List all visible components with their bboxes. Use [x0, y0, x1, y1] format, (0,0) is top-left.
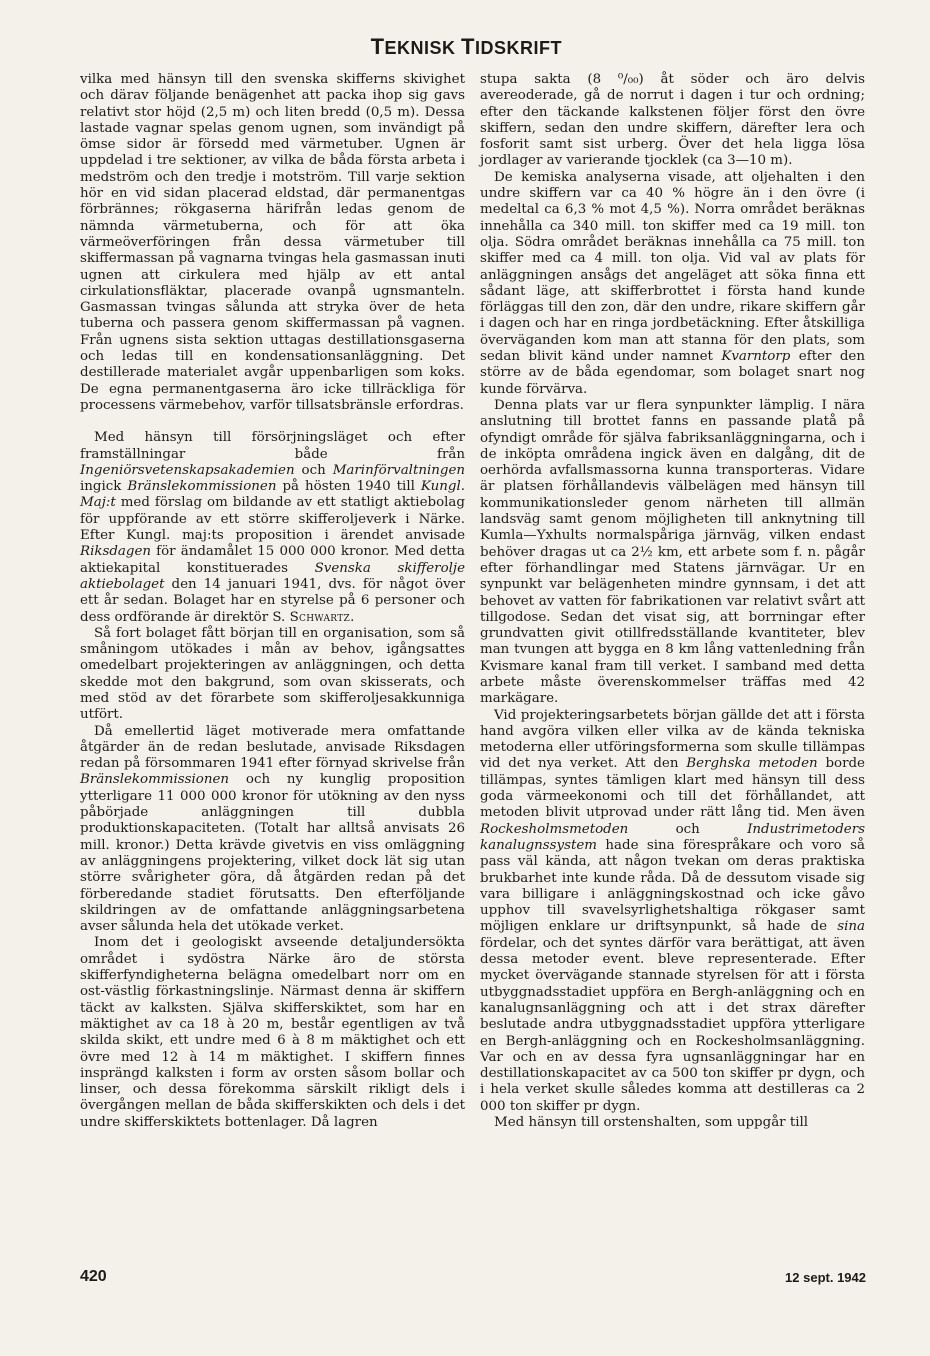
paragraph: De kemiska analyserna visade, att oljehalten i den undre skiffern var ca 40 % högre än i den övre (i medeltal ca 6,3 % mot 4,5 %). Norra området beräknas innehålla ca 340 mill. ton skiffer med ca 19 mill. ton olja. Södra området beräknas innehålla ca 75 mill. ton skiffer med ca 4 mill. ton olja. Vid val av plats för anläggningen ansågs det angeläget att söka finna ett sådant läge, att skifferbrottet i första hand kunde förläggas till den zon, där den undre, rikare skiffern går i dagen och har en ringa jordbetäckning. Efter åtskilliga överväganden kom man att stanna för den plats, som sedan blivit känd under namnet Kvarntorp efter den större av de båda egendomar, som bolaget snart nog kunde förvärva. — [480, 169, 865, 397]
paragraph: vilka med hänsyn till den svenska skifferns skivighet och därav följande benägenhet att packa ihop sig gavs relativt stor höjd (2,5 m) och liten bredd (0,5 m). Dessa lastade vagnar spelas genom ugnen, som invändigt på ömse sidor är försedd med värmetuber. Ugnen är uppdelad i tre sektioner, av vilka de båda första arbeta i medström och den tredje i motström. Till varje sektion hör en vid sidan placerad eldstad, där permanentgas förbrännes; rökgaserna härifrån ledas genom de nämnda värmetuberna, och för att öka värmeöverföringen från dessa värmetuber till skiffermassan på vagnarna tvingas hela gasmassan inuti ugnen att cirkulera med hjälp av ett antal cirkulationsfläktar, placerade ovanpå ugnsmanteln. Gasmassan tvingas sålunda att stryka över de heta tuberna och passera genom skiffermassan på vagnen. Från ugnens sista sektion uttagas destillationsgaserna och ledas till en kondensationsanläggning. Det destillerade materialet avgår uppenbarligen som koks. De egna permanentgaserna äro icke tillräckliga för processens värmebehov, varför tillsatsbränsle erfordras. — [80, 72, 465, 413]
left-column — [80, 72, 465, 1131]
journal-initial-1: T — [370, 34, 385, 59]
journal-initial-2: T — [461, 34, 475, 59]
paragraph: Vid projekteringsarbetets början gällde det att i första hand avgöra vilken eller vilka av de kända tekniska metoderna eller utföringsformerna som skulle tillämpas vid det nya verket. Att den Berghska metoden borde tillämpas, syntes tämligen klart med hänsyn till dess goda värmeekonomi och till det förhållandet, att metoden blivit utprovad under rätt lång tid. Men även Rockesholmsmetoden och Industrimetoders kanalugnssystem hade sina förespråkare och voro så pass väl kända, att någon tvekan om deras praktiska brukbarhet inte kunde råda. Då de dessutom visade sig vara billigare i anläggningskostnad och icke gåvo upphov till svavelsyrlighetshaltiga rökgaser samt möjligen enklare ur driftsynpunkt, så hade de sina fördelar, och det syntes därför vara berättigat, att även dessa metoder event. bleve representerade. Efter mycket övervägande stannade styrelsen för att i första utbyggnadsstadiet uppföra en Bergh-anläggning och en kanalugnsanläggning och att i det strax därefter beslutade andra utbyggnadsstadiet uppföra ytterligare en Bergh-anläggning och en Rockesholmsanläggning. Var och en av dessa fyra ugnsanläggningar har en destillationskapacitet av ca 500 ton skiffer pr dygn, och i hela verket skulle således komma att destilleras ca 2 000 ton skiffer pr dygn. — [480, 707, 865, 1114]
paragraph: stupa sakta (8 ⁰/₀₀) åt söder och äro delvis avereoderade, gå de norrut i dagen i tur och ordning; efter den täckande kalkstenen följer först den övre skiffern, sedan den undre skiffern, därefter lera och fosforit samt sist urberg. Över det hela ligga lösa jordlager av varierande tjocklek (ca 3—10 m). — [480, 72, 865, 169]
paragraph: Så fort bolaget fått början till en organisation, som så småningom utökades i mån av behov, igångsattes omedelbart projekteringen av anläggningen, och detta skedde mot den bakgrund, som ovan skisserats, och med stöd av det förarbete som skifferoljesakkunniga utfört. — [80, 625, 465, 723]
page-number: 420 — [80, 1268, 107, 1285]
paragraph: Inom det i geologiskt avseende detaljundersökta området i sydöstra Närke äro de största skifferfyndigheterna belägna omedelbart norr om en ost-västlig förkastningslinje. Närmast denna är skiffern täckt av kalksten. Själva skifferskiktet, som har en mäktighet av ca 18 à 20 m, består egentligen av två skilda skikt, ett undre med 6 à 8 m mäktighet och ett övre med 12 à 14 m mäktighet. I skiffern finnes insprängd kalksten i form av orsten såsom bollar och linser, och dessa förekomma särskilt rikligt dels i övergången mellan de båda skifferskikten och dels i det undre skifferskiktets bottenlager. Då lagren — [80, 935, 465, 1130]
journal-title — [232, 34, 562, 60]
journal-word-2: IDSKRIFT — [475, 38, 562, 58]
paragraph: Med hänsyn till försörjningsläget och efter framställningar både från Ingeniörsvetenskapsakademien och Marinförvaltningen ingick Bränslekommissionen på hösten 1940 till Kungl. Maj:t med förslag om bildande av ett statligt aktiebolag för uppförande av ett större skifferoljeverk i Närke. Efter Kungl. maj:ts proposition i ärendet anvisade Riksdagen för ändamålet 15 000 000 kronor. Med detta aktiekapital konstituerades Svenska skifferolje aktiebolaget den 14 januari 1941, dvs. för något över ett år sedan. Bolaget har en styrelse på 6 personer och dess ordförande är direktör S. Schwartz. — [80, 430, 465, 625]
paragraph: Då emellertid läget motiverade mera omfattande åtgärder än de redan beslutade, anvisade Riksdagen redan på försommaren 1941 efter förnyad skrivelse från Bränslekommissionen och ny kunglig proposition ytterligare 11 000 000 kronor för utökning av den nyss påbörjade anläggningen till dubbla produktionskapaciteten. (Totalt har alltså anvisats 26 mill. kronor.) Detta krävde givetvis en viss omläggning av anläggningens projektering, vilket dock lät sig utan större svårigheter göra, då åtgärden redan på det förberedande stadiet förutsatts. Den efterföljande skildringen av de omfattande anläggningsarbetena avser sålunda hela det utökade verket. — [80, 723, 465, 935]
issue-date: 12 sept. 1942 — [785, 1270, 866, 1285]
paragraph: Med hänsyn till orstenshalten, som uppgår till — [494, 1115, 809, 1130]
right-column — [480, 72, 865, 1131]
paragraph: Denna plats var ur flera synpunkter lämplig. I nära anslutning till brottet fanns en passande platå på ofyndigt område för själva fabriksanläggningarna, och i de inköpta områdena ingick även en dalgång, dit de oerhörda avfallsmassorna kunna transporteras. Vidare är platsen förhållandevis välbelägen med hänsyn till kommunikationsleder genom närheten till allmän landsväg samt genom möjligheten till anknytning till Kumla—Yxhults normalspåriga järnväg, vilken endast behöver dragas ut ca 2½ km, ett arbete som f. n. pågår efter förhandlingar med Statens järnvägar. Ur en synpunkt var belägenheten mindre gynnsam, i det att behovet av vatten för fabrikationen var relativt svårt att tillgodose. Sedan det visat sig, att borrningar efter grundvatten givit otillfredsställande kvantiteter, blev man tvungen att bygga en 8 km lång vattenledning från Kvismare kanal fram till verket. I samband med detta arbete måste överenskommelser träffas med 42 markägare. — [480, 397, 865, 707]
journal-word-1: EKNISK — [384, 38, 462, 58]
